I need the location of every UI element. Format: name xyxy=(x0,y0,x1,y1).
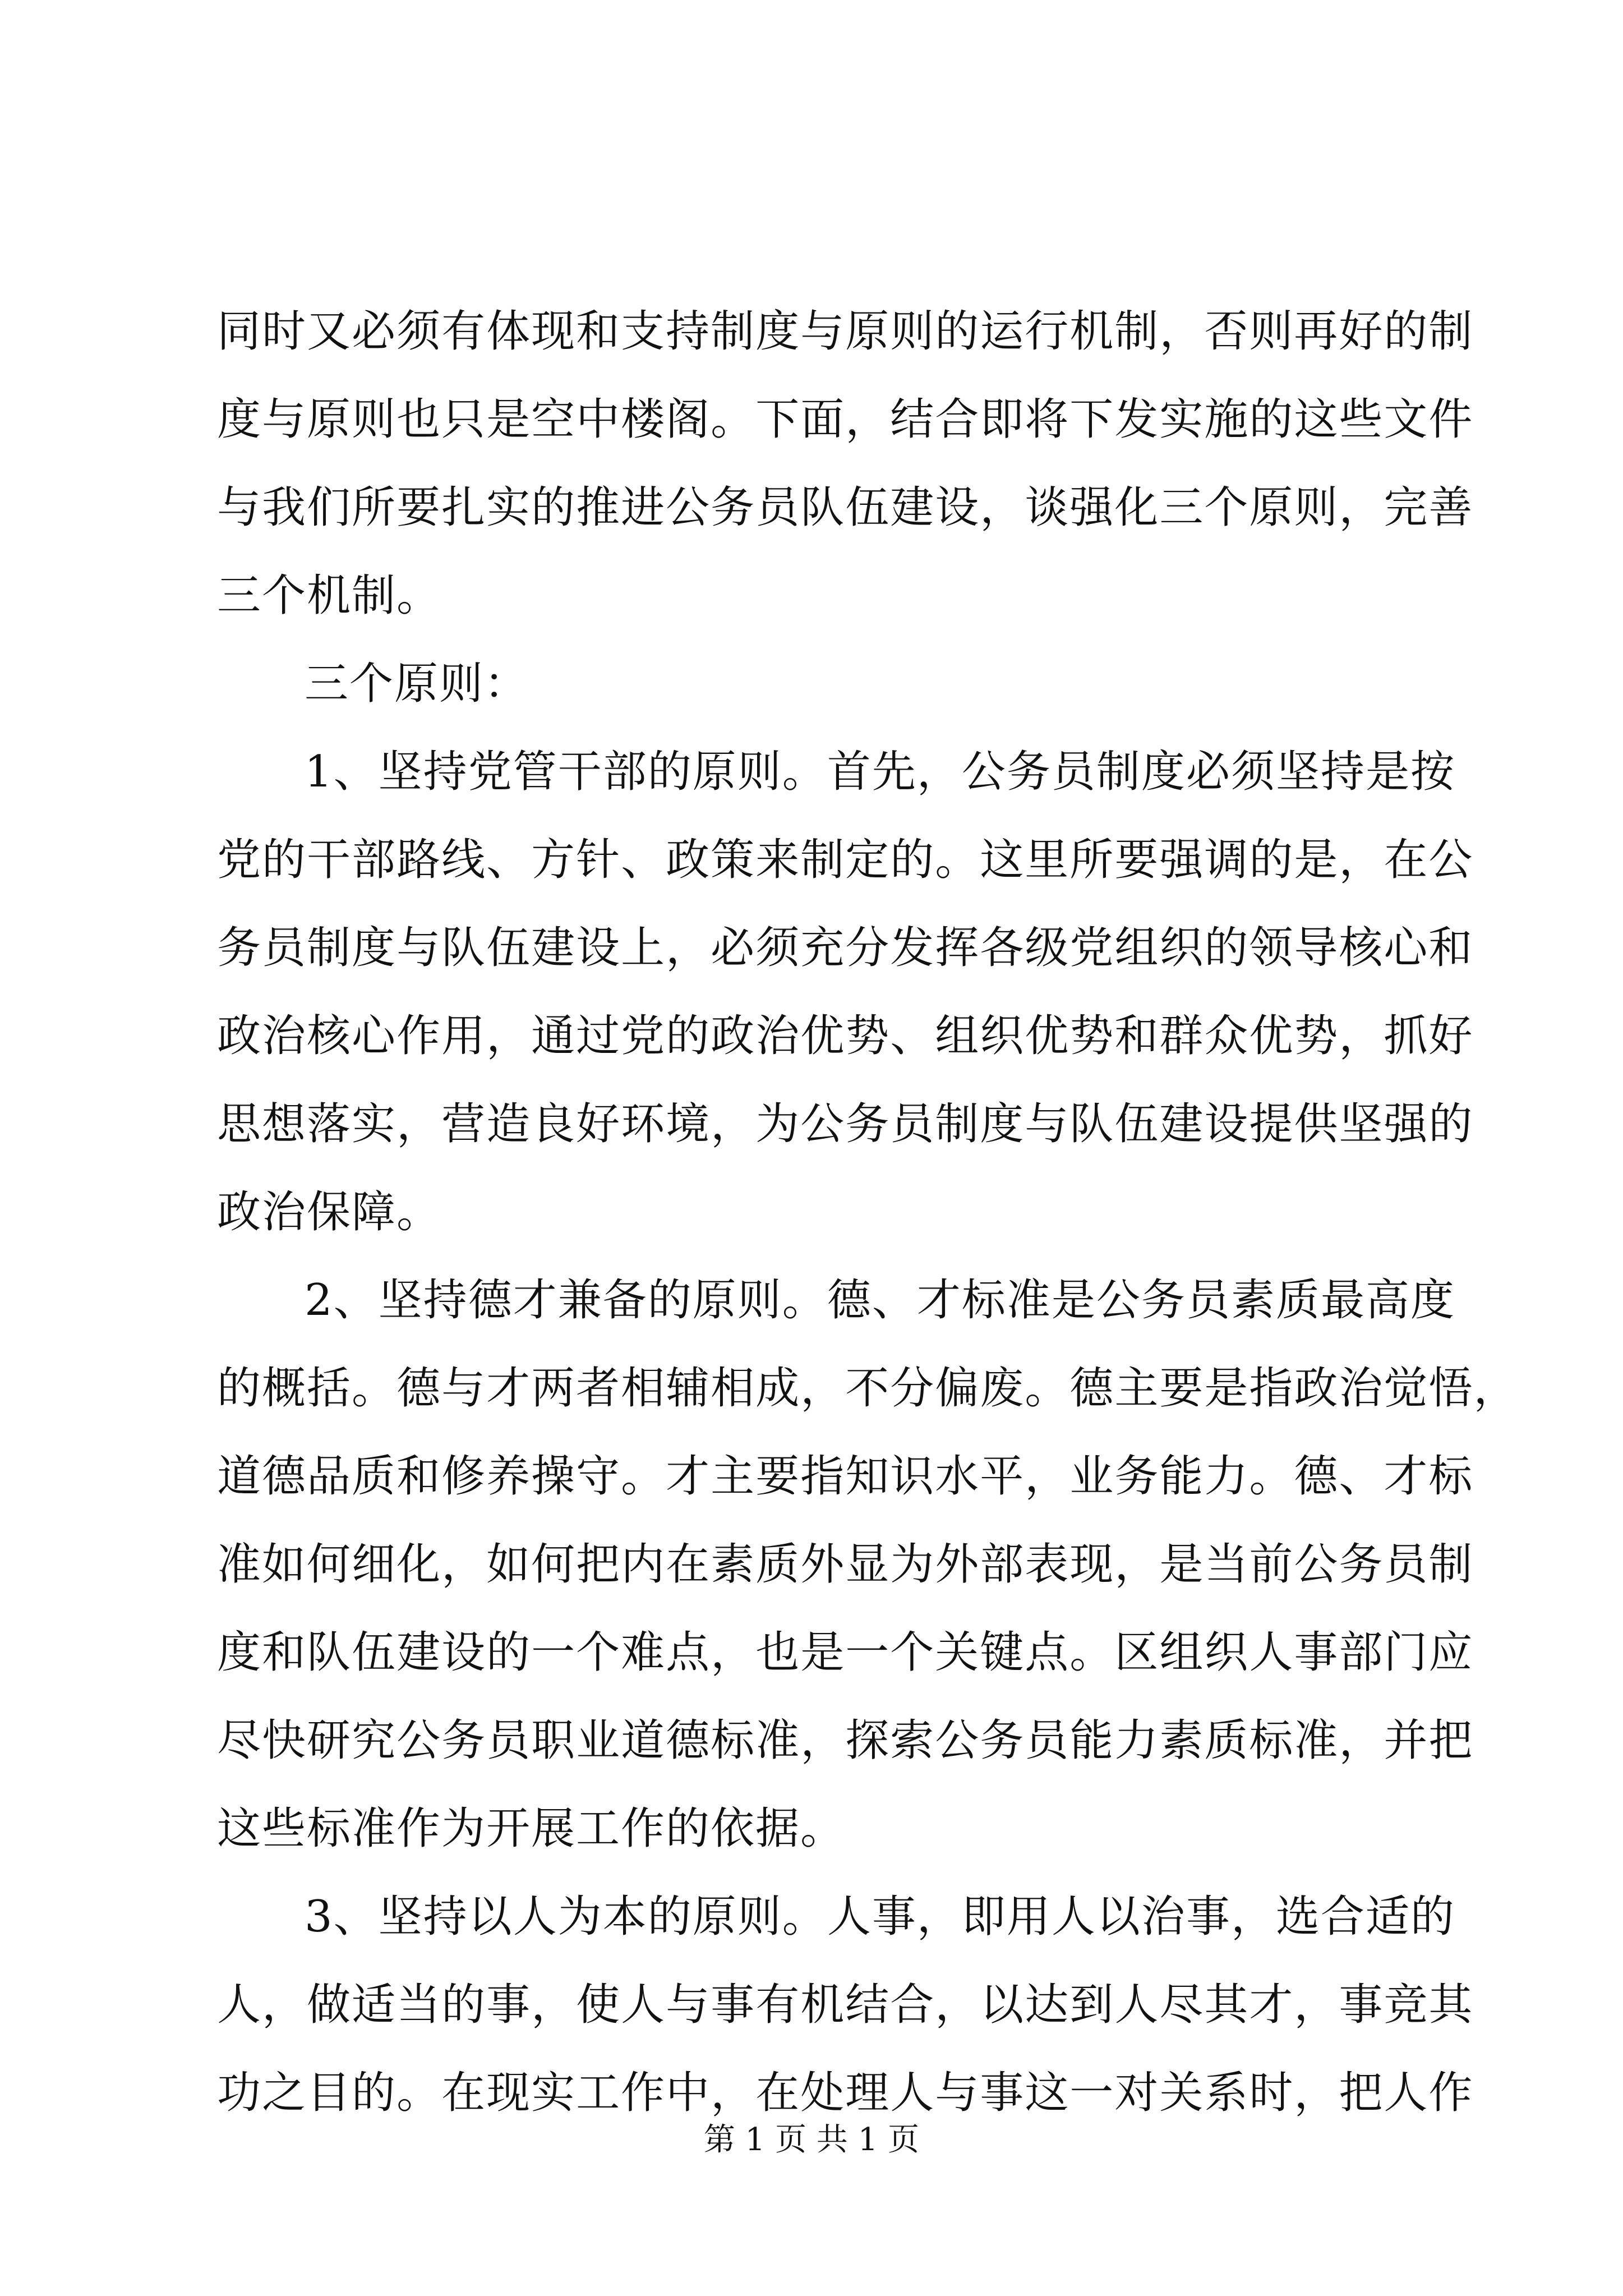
body-line: 道 德 品 质 和 修 养 操 守 。 才 主 要 指 知 识 水 平 ， 业 务 能 力 。 德 、 才 标 xyxy=(217,1451,1474,1502)
body-line: 三个机制。 xyxy=(217,570,442,621)
body-line: 3 、 坚 持 以 人 为 本 的 原 则 。 人 事 ， 即 用 人 以 治 事 ， 选 合 适 的 xyxy=(305,1892,1456,1942)
body-line: 与 我 们 所 要 扎 实 的 推 进 公 务 员 队 伍 建 设 ， 谈 强 化 三 个 原 则 ， 完 善 xyxy=(217,482,1474,533)
body-line: 度 和 队 伍 建 设 的 一 个 难 点 ， 也 是 一 个 关 键 点 。 区 组 织 人 事 部 门 应 xyxy=(217,1627,1474,1678)
body-line: 1 、 坚 持 党 管 干 部 的 原 则 。 首 先 ， 公 务 员 制 度 必 须 坚 持 是 按 xyxy=(305,747,1456,797)
body-line: 准 如 何 细 化 ， 如 何 把 内 在 素 质 外 显 为 外 部 表 现 ， 是 当 前 公 务 员 制 xyxy=(217,1539,1474,1590)
body-line: 同 时 又 必 须 有 体 现 和 支 持 制 度 与 原 则 的 运 行 机 制 ， 否 则 再 好 的 制 xyxy=(217,306,1474,357)
body-line: 2 、 坚 持 德 才 兼 备 的 原 则 。 德 、 才 标 准 是 公 务 员 素 质 最 高 度 xyxy=(305,1275,1456,1326)
body-line: 尽 快 研 究 公 务 员 职 业 道 德 标 准 ， 探 索 公 务 员 能 力 素 质 标 准 ， 并 把 xyxy=(217,1715,1474,1766)
body-line: 功 之 目 的 。 在 现 实 工 作 中 ， 在 处 理 人 与 事 这 一 对 关 系 时 ， 把 人 作 xyxy=(217,2068,1474,2118)
body-line: 度 与 原 则 也 只 是 空 中 楼 阁 。 下 面 ， 结 合 即 将 下 发 实 施 的 这 些 文 件 xyxy=(217,394,1474,445)
page-footer: 第 1 页 共 1 页 xyxy=(703,2122,920,2158)
section-heading: 三个原则： xyxy=(305,659,529,709)
body-line: 政治保障。 xyxy=(217,1187,442,1237)
body-line: 的 概 括 。 德 与 才 两 者 相 辅 相 成 ， 不 分 偏 废 。 德 主 要 是 指 政 治 觉 悟 ， xyxy=(217,1363,1519,1414)
body-line: 这些标准作为开展工作的依据。 xyxy=(217,1803,846,1854)
body-line: 务 员 制 度 与 队 伍 建 设 上 ， 必 须 充 分 发 挥 各 级 党 组 织 的 领 导 核 心 和 xyxy=(217,923,1474,973)
body-line: 思 想 落 实 ， 营 造 良 好 环 境 ， 为 公 务 员 制 度 与 队 伍 建 设 提 供 坚 强 的 xyxy=(217,1099,1474,1149)
body-line: 政 治 核 心 作 用 ， 通 过 党 的 政 治 优 势 、 组 织 优 势 和 群 众 优 势 ， 抓 好 xyxy=(217,1011,1474,1061)
body-line: 人 ， 做 适 当 的 事 ， 使 人 与 事 有 机 结 合 ， 以 达 到 人 尽 其 才 ， 事 竞 其 xyxy=(217,1980,1474,2030)
body-line: 党 的 干 部 路 线 、 方 针 、 政 策 来 制 定 的 。 这 里 所 要 强 调 的 是 ， 在 公 xyxy=(217,835,1474,885)
